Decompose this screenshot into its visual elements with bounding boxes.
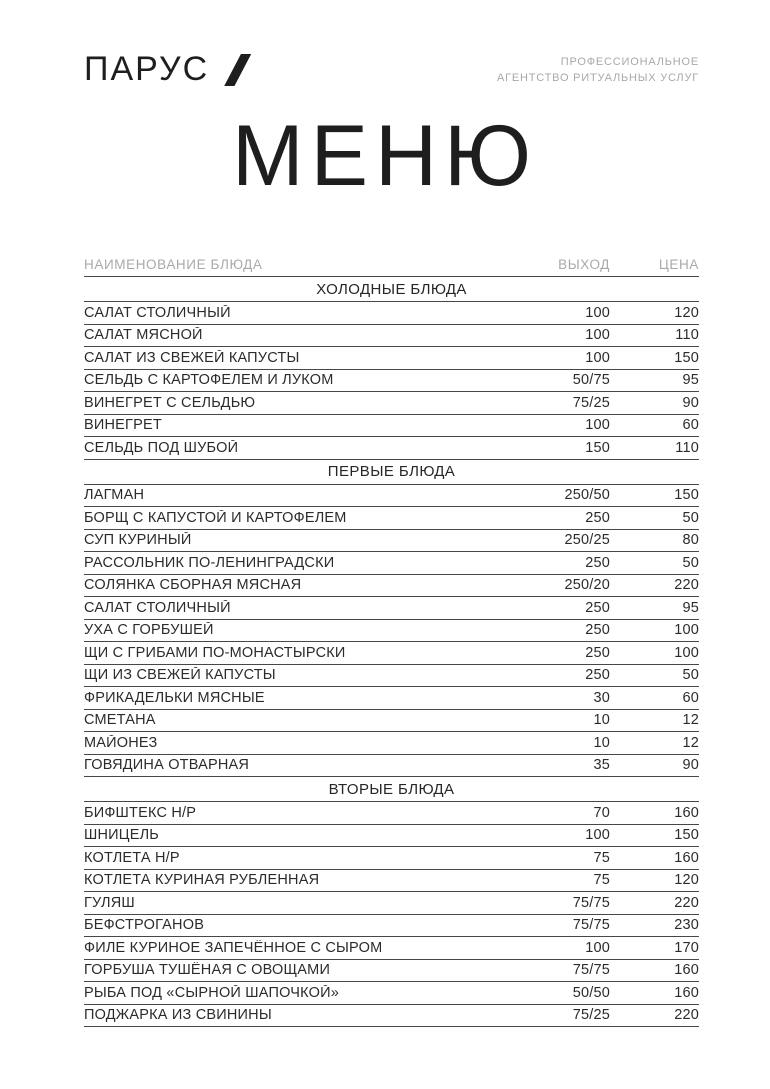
dish-name: КОТЛЕТА Н/Р: [84, 849, 180, 866]
menu-row: [84, 870, 699, 893]
dish-price: 50: [682, 667, 699, 684]
menu-row: [84, 302, 699, 325]
dish-output: 250: [585, 667, 610, 684]
dish-name: МАЙОНЕЗ: [84, 734, 158, 751]
agency-tagline-line2: АГЕНТСТВО РИТУАЛЬНЫХ УСЛУГ: [496, 71, 699, 84]
section-header: ВТОРЫЕ БЛЮДА: [84, 777, 699, 802]
dish-output: 75/75: [572, 917, 610, 934]
dish-name: ЩИ ИЗ СВЕЖЕЙ КАПУСТЫ: [84, 667, 276, 684]
dish-output: 75/25: [572, 1007, 610, 1024]
dish-name: УХА С ГОРБУШЕЙ: [84, 622, 214, 639]
agency-tagline: [497, 50, 699, 86]
dish-name: БИФШТЕКС Н/Р: [84, 804, 197, 821]
dish-name: ЛАГМАН: [84, 487, 145, 504]
dish-output: 100: [585, 939, 610, 956]
menu-table-body: [84, 277, 699, 1027]
dish-output: 250: [585, 509, 610, 526]
dish-output: 75: [593, 872, 610, 889]
dish-name: ФИЛЕ КУРИНОЕ ЗАПЕЧЁННОЕ С СЫРОМ: [84, 939, 383, 956]
dish-output: 100: [585, 349, 610, 366]
dish-price: 80: [682, 532, 699, 549]
menu-row: [84, 960, 699, 983]
dish-output: 250: [585, 622, 610, 639]
dish-name: ГОРБУША ТУШЁНАЯ С ОВОЩАМИ: [84, 962, 331, 979]
menu-row: [84, 1005, 699, 1028]
dish-name: САЛАТ МЯСНОЙ: [84, 327, 203, 344]
menu-row: [84, 710, 699, 733]
dish-output: 50/50: [572, 984, 610, 1001]
menu-row: [84, 415, 699, 438]
dish-output: 75/25: [572, 394, 610, 411]
page-header: [84, 50, 699, 88]
menu-row: [84, 802, 699, 825]
dish-output: 30: [593, 689, 610, 706]
dish-output: 70: [593, 804, 610, 821]
dish-name: РЫБА ПОД «СЫРНОЙ ШАПОЧКОЙ»: [84, 984, 339, 1001]
dish-price: 220: [674, 894, 699, 911]
dish-name: ГУЛЯШ: [84, 894, 135, 911]
dish-output: 75/75: [572, 894, 610, 911]
menu-row: [84, 825, 699, 848]
dish-price: 12: [682, 712, 699, 729]
dish-name: ВИНЕГРЕТ С СЕЛЬДЬЮ: [84, 394, 256, 411]
dish-price: 160: [674, 849, 699, 866]
dish-name: ФРИКАДЕЛЬКИ МЯСНЫЕ: [84, 689, 265, 706]
dish-output: 250: [585, 644, 610, 661]
dish-name: ГОВЯДИНА ОТВАРНАЯ: [84, 757, 250, 774]
menu-row: [84, 915, 699, 938]
menu-row: [84, 847, 699, 870]
dish-price: 170: [674, 939, 699, 956]
dish-name: СЕЛЬДЬ ПОД ШУБОЙ: [84, 439, 239, 456]
menu-row: [84, 507, 699, 530]
dish-price: 110: [675, 327, 699, 344]
page-title: МЕНЮ: [232, 108, 538, 204]
menu-row: [84, 732, 699, 755]
dish-name: СМЕТАНА: [84, 712, 156, 729]
dish-price: 150: [674, 487, 699, 504]
dish-price: 160: [674, 984, 699, 1001]
dish-output: 75/75: [572, 962, 610, 979]
dish-price: 60: [682, 417, 699, 434]
menu-row: [84, 642, 699, 665]
dish-output: 250/25: [564, 532, 610, 549]
section-header: ПЕРВЫЕ БЛЮДА: [84, 460, 699, 485]
agency-tagline-line1: ПРОФЕССИОНАЛЬНОЕ: [560, 56, 699, 68]
menu-row: [84, 325, 699, 348]
brand-logo-text: ПАРУС: [84, 50, 210, 88]
menu-row: [84, 755, 699, 778]
dish-price: 12: [682, 734, 699, 751]
dish-name: САЛАТ ИЗ СВЕЖЕЙ КАПУСТЫ: [84, 349, 300, 366]
dish-name: ВИНЕГРЕТ: [84, 417, 162, 434]
dish-price: 100: [674, 622, 699, 639]
dish-output: 10: [593, 734, 610, 751]
menu-row: [84, 687, 699, 710]
menu-row: [84, 575, 699, 598]
brand-logo: [84, 50, 251, 88]
dish-name: БЕФСТРОГАНОВ: [84, 917, 205, 934]
dish-name: КОТЛЕТА КУРИНАЯ РУБЛЕННАЯ: [84, 872, 320, 889]
dish-price: 230: [674, 917, 699, 934]
dish-output: 50/75: [572, 372, 610, 389]
dish-output: 75: [593, 849, 610, 866]
dish-price: 90: [682, 757, 699, 774]
dish-price: 95: [682, 599, 699, 616]
dish-output: 250/20: [564, 577, 610, 594]
dish-output: 100: [585, 327, 610, 344]
dish-output: 250/50: [564, 487, 610, 504]
menu-row: [84, 347, 699, 370]
menu-row: [84, 552, 699, 575]
dish-name: СОЛЯНКА СБОРНАЯ МЯСНАЯ: [84, 577, 302, 594]
dish-price: 50: [682, 554, 699, 571]
dish-price: 50: [682, 509, 699, 526]
dish-name: СУП КУРИНЫЙ: [84, 532, 192, 549]
dish-output: 150: [585, 439, 610, 456]
dish-output: 100: [585, 417, 610, 434]
dish-price: 220: [674, 577, 699, 594]
col-header-dish-name: НАИМЕНОВАНИЕ БЛЮДА: [84, 256, 263, 272]
dish-name: ШНИЦЕЛЬ: [84, 827, 160, 844]
dish-price: 160: [674, 804, 699, 821]
dish-price: 100: [674, 644, 699, 661]
dish-price: 110: [675, 439, 699, 456]
dish-price: 120: [674, 872, 699, 889]
dish-output: 35: [593, 757, 610, 774]
dish-name: СЕЛЬДЬ С КАРТОФЕЛЕМ И ЛУКОМ: [84, 372, 334, 389]
menu-row: [84, 485, 699, 508]
menu-row: [84, 530, 699, 553]
dish-price: 160: [674, 962, 699, 979]
menu-row: [84, 982, 699, 1005]
dish-output: 10: [593, 712, 610, 729]
dish-name: ПОДЖАРКА ИЗ СВИНИНЫ: [84, 1007, 272, 1024]
dish-price: 150: [674, 827, 699, 844]
menu-row: [84, 392, 699, 415]
menu-row: [84, 665, 699, 688]
dish-output: 250: [585, 599, 610, 616]
menu-row: [84, 620, 699, 643]
table-header-row: [84, 252, 699, 277]
sail-icon: [224, 54, 251, 86]
menu-row: [84, 937, 699, 960]
menu-table: [84, 252, 699, 1027]
dish-name: ЩИ С ГРИБАМИ ПО-МОНАСТЫРСКИ: [84, 644, 346, 661]
col-header-output: ВЫХОД: [558, 256, 610, 272]
dish-price: 120: [674, 304, 699, 321]
dish-price: 150: [674, 349, 699, 366]
menu-row: [84, 370, 699, 393]
section-header: ХОЛОДНЫЕ БЛЮДА: [84, 277, 699, 302]
dish-name: САЛАТ СТОЛИЧНЫЙ: [84, 304, 231, 321]
dish-output: 100: [585, 304, 610, 321]
menu-row: [84, 437, 699, 460]
dish-name: БОРЩ С КАПУСТОЙ И КАРТОФЕЛЕМ: [84, 509, 347, 526]
dish-price: 90: [682, 394, 699, 411]
col-header-price: ЦЕНА: [658, 256, 699, 272]
dish-output: 250: [585, 554, 610, 571]
menu-row: [84, 597, 699, 620]
dish-name: РАССОЛЬНИК ПО-ЛЕНИНГРАДСКИ: [84, 554, 335, 571]
dish-price: 95: [682, 372, 699, 389]
dish-name: САЛАТ СТОЛИЧНЫЙ: [84, 599, 231, 616]
menu-row: [84, 892, 699, 915]
dish-price: 220: [674, 1007, 699, 1024]
dish-price: 60: [682, 689, 699, 706]
dish-output: 100: [585, 827, 610, 844]
